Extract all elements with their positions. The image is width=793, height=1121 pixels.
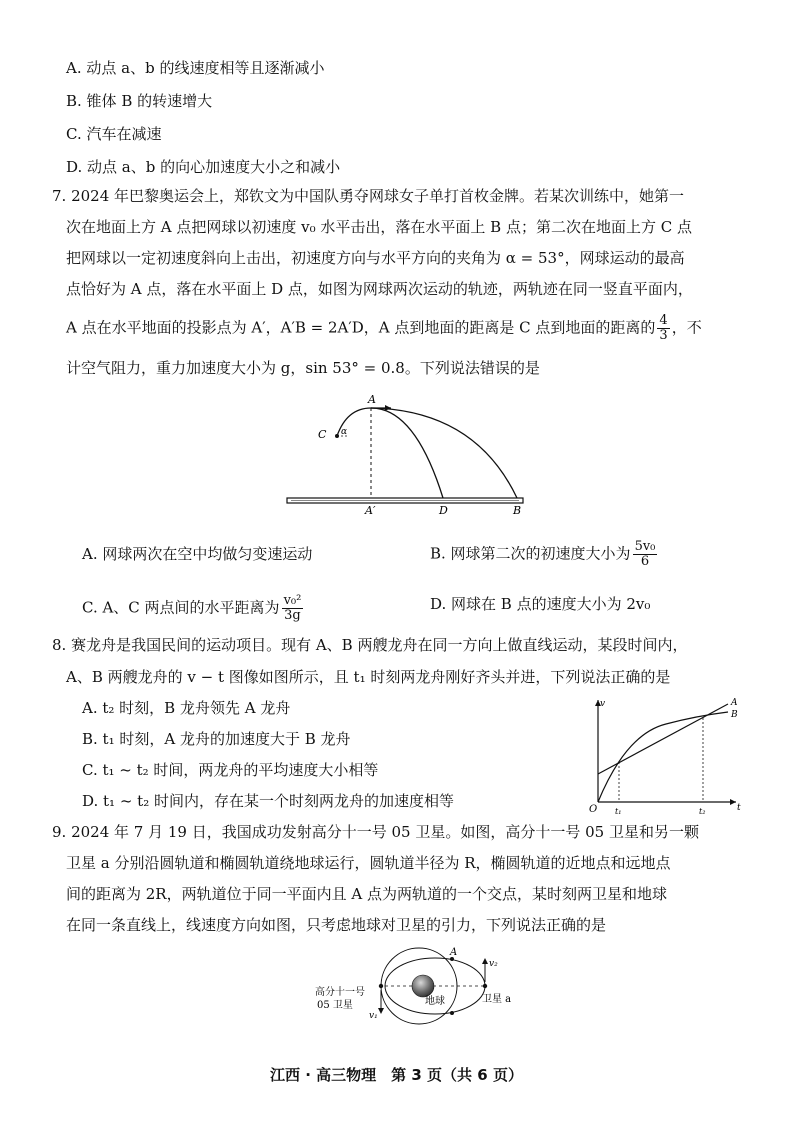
q7-stem-line-3: 把网球以一定初速度斜向上击出，初速度方向与水平方向的夹角为 α = 53°，网球运动的最高 — [66, 249, 685, 267]
satellite-a-dot — [483, 984, 487, 988]
q7-option-c-text: C. A、C 两点间的水平距离为 — [82, 598, 280, 617]
t-axis-arrow-icon — [730, 799, 736, 805]
q6-option-a: A. 动点 a、b 的线速度相等且逐渐减小 — [66, 59, 325, 77]
q9-stem-line-2: 卫星 a 分别沿圆轨道和椭圆轨道绕地球运行，圆轨道半径为 R，椭圆轨道的近地点和远地点 — [66, 854, 671, 872]
label-satellite-a: 卫星 a — [482, 994, 512, 1005]
q9-stem-line-4: 在同一条直线上，线速度方向如图，只考虑地球对卫星的引力，下列说法正确的是 — [66, 916, 607, 934]
q7-option-d: D. 网球在 B 点的速度大小为 2v₀ — [430, 595, 651, 613]
q9-stem-line-3: 间的距离为 2R，两轨道位于同一平面内且 A 点为两轨道的一个交点，某时刻两卫星和地球 — [66, 885, 667, 903]
label-earth: 地球 — [425, 996, 445, 1007]
label-satellite-05-line2: 05 卫星 — [317, 1000, 353, 1011]
q7-option-c-fraction — [282, 594, 304, 623]
q6-option-d: D. 动点 a、b 的向心加速度大小之和减小 — [66, 158, 341, 176]
satellite-05-dot — [379, 984, 383, 988]
q7-stem-line-6: 计空气阻力，重力加速度大小为 g，sin 53° = 0.8。下列说法错误的是 — [66, 359, 540, 377]
page-footer: 江西 · 高三物理 第 3 页（共 6 页） — [270, 1066, 523, 1084]
label-t2: t₂ — [699, 807, 706, 816]
q6-option-c: C. 汽车在减速 — [66, 125, 162, 143]
label-d: D — [439, 504, 448, 517]
label-t1: t₁ — [615, 807, 622, 816]
label-a-prime: A′ — [365, 504, 376, 517]
q9-orbit-figure — [305, 944, 535, 1028]
q7-stem-line-4: 点恰好为 A 点，落在水平面上 D 点，如图为网球两次运动的轨迹，两轨迹在同一竖直平面内， — [66, 280, 693, 298]
q9-stem-line-1: 9. 2024 年 7 月 19 日，我国成功发射高分十一号 05 卫星。如图，高分十一号 05 卫星和另一颗 — [52, 823, 699, 841]
label-c: C — [318, 428, 327, 441]
fraction-denominator: 3g — [284, 608, 301, 623]
label-v2: v₂ — [489, 959, 498, 969]
fraction-denominator: 3 — [659, 328, 668, 343]
fraction-numerator: 4 — [659, 313, 668, 328]
q7-option-b — [430, 540, 659, 569]
q8-vt-graph — [586, 694, 746, 820]
q8-option-d: D. t₁ ~ t₂ 时间内，存在某一个时刻两龙舟的加速度相等 — [82, 792, 454, 810]
q7-option-c — [82, 594, 305, 623]
trajectory-c-to-d — [337, 408, 443, 498]
q8-option-c: C. t₁ ~ t₂ 时间，两龙舟的平均速度大小相等 — [82, 761, 379, 779]
v2-arrow-head-icon — [482, 958, 488, 964]
q7-ratio-fraction — [657, 314, 669, 343]
label-point-a: A — [450, 947, 458, 958]
q7-stem-line-5 — [66, 314, 702, 343]
q7-option-b-text: B. 网球第二次的初速度大小为 — [430, 544, 631, 563]
fraction-numerator: v₀² — [283, 593, 302, 608]
label-t: t — [737, 803, 741, 813]
label-series-b: B — [731, 710, 738, 720]
label-satellite-05-line1: 高分十一号 — [315, 987, 365, 998]
lower-intersection-dot — [450, 1011, 454, 1015]
trajectory-a-to-b — [371, 408, 517, 498]
q8-stem-line-1: 8. 赛龙舟是我国民间的运动项目。现有 A、B 两艘龙舟在同一方向上做直线运动，某段时间内， — [52, 636, 688, 654]
q7-stem-line-2: 次在地面上方 A 点把网球以初速度 v₀ 水平击出，落在水平面上 B 点；第二次在地面上方 C 点 — [66, 218, 692, 236]
fraction-numerator: 5v₀ — [634, 539, 656, 554]
q6-option-b: B. 锥体 B 的转速增大 — [66, 92, 213, 110]
q7-stem-line-1: 7. 2024 年巴黎奥运会上，郑钦文为中国队勇夺网球女子单打首枚金牌。若某次训练中，她第一 — [52, 187, 685, 205]
q8-option-a: A. t₂ 时刻，B 龙舟领先 A 龙舟 — [82, 699, 291, 717]
label-origin: O — [589, 804, 598, 815]
label-series-a: A — [731, 698, 738, 708]
label-alpha: α — [341, 427, 348, 437]
q7-trajectory-figure — [285, 392, 545, 520]
label-a: A — [368, 393, 376, 406]
label-v1: v₁ — [369, 1011, 378, 1021]
q8-stem-line-2: A、B 两艘龙舟的 v − t 图像如图所示，且 t₁ 时刻两龙舟刚好齐头并进，下列说法正确的是 — [66, 668, 671, 686]
fraction-denominator: 6 — [640, 554, 650, 569]
earth-icon — [412, 975, 434, 997]
v1-arrow-head-icon — [378, 1008, 384, 1014]
q7-line5-tail: ，不 — [671, 318, 702, 337]
q8-option-b: B. t₁ 时刻，A 龙舟的加速度大于 B 龙舟 — [82, 730, 351, 748]
q7-option-a: A. 网球两次在空中均做匀变速运动 — [82, 545, 313, 563]
curve-b — [598, 712, 728, 802]
q7-option-b-fraction — [633, 540, 658, 569]
q7-line5-text: A 点在水平地面的投影点为 A′，A′B = 2A′D，A 点到地面的距离是 C 点到地面的距离的 — [66, 318, 656, 337]
label-v: v — [600, 699, 606, 709]
arrow-head-icon — [385, 405, 391, 411]
label-b: B — [513, 504, 522, 517]
